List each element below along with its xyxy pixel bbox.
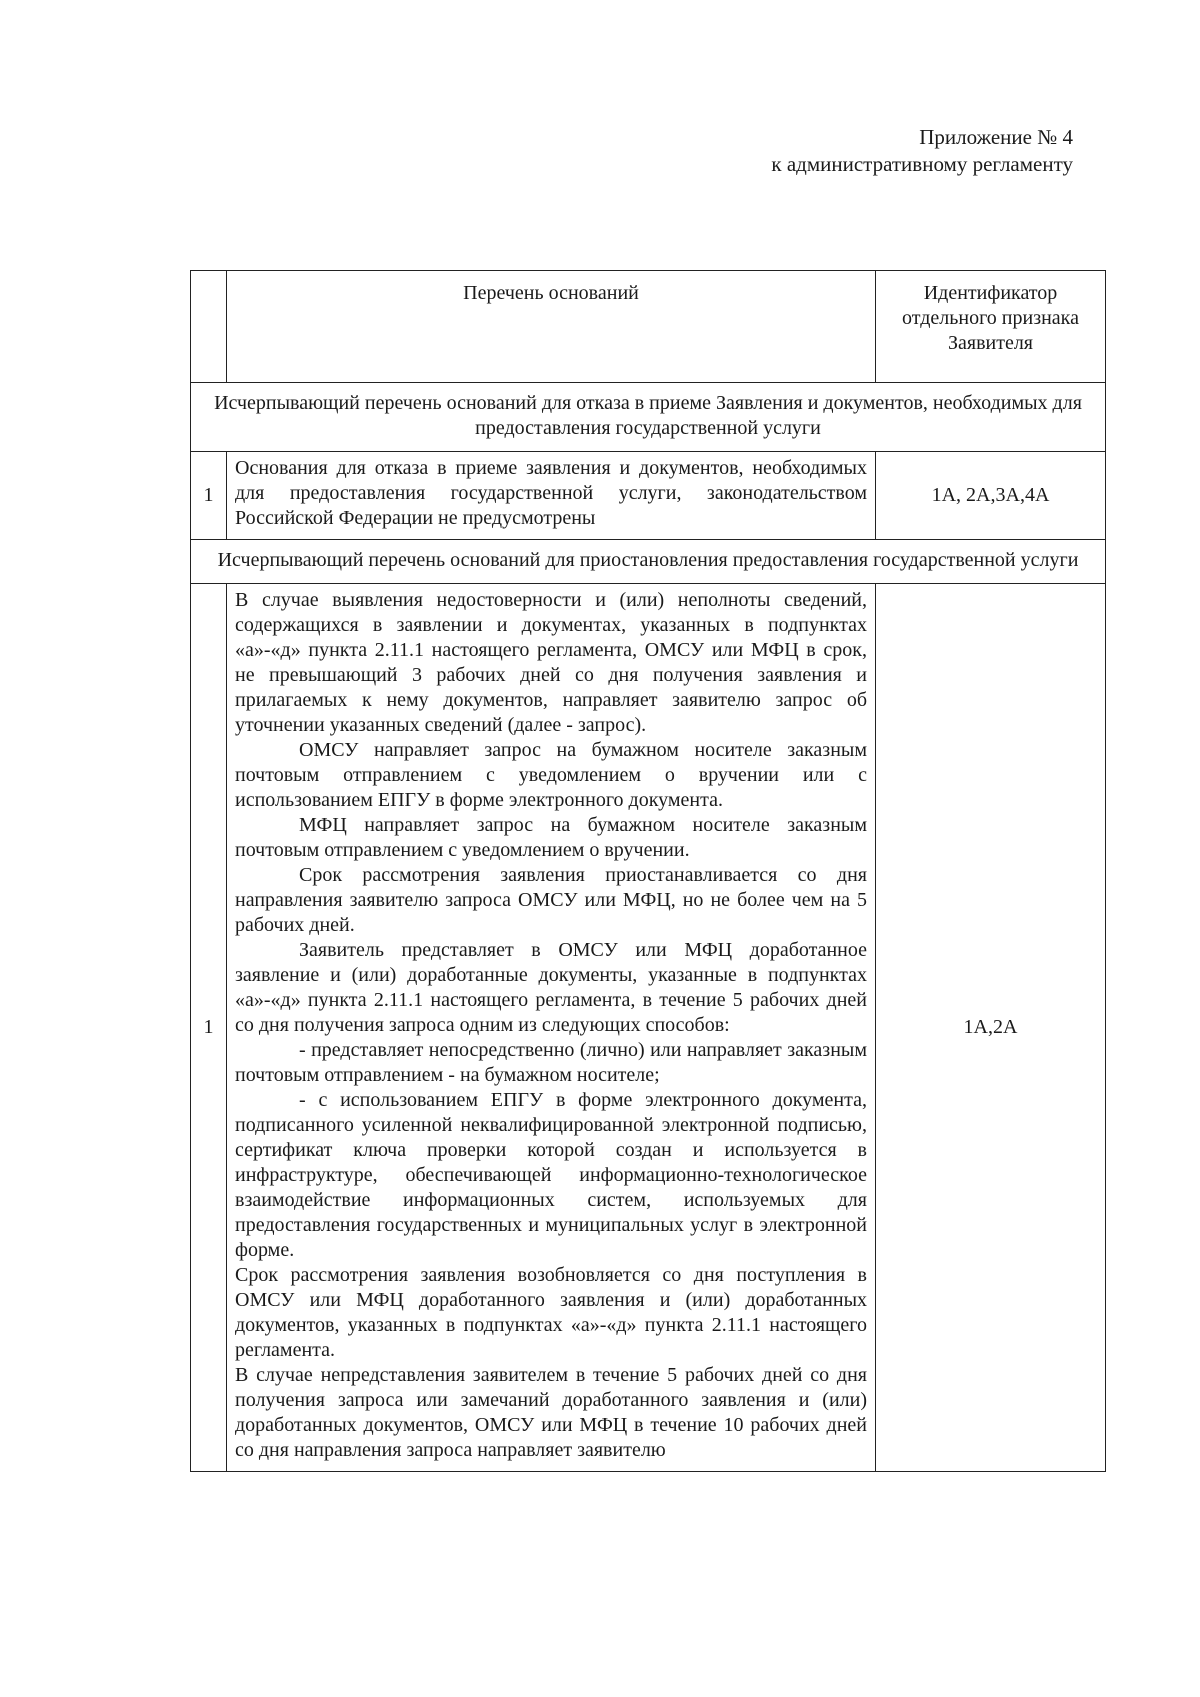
paragraph: В случае выявления недостоверности и (или) неполноты сведений, содержащихся в заявлении и документах, указанных в подпунктах «а»-«д» пункта 2.11.1 настоящего регламента, ОМСУ или МФЦ в срок, не превышающий 3 рабочих дней со дня получения заявления и прилагаемых к нему документов, направляет заявителю запрос об уточнении указанных сведений (далее - запрос).	[235, 589, 867, 736]
row-number: 1	[191, 584, 227, 1472]
paragraph: ОМСУ направляет запрос на бумажном носителе заказным почтовым отправлением с уведомлением о вручении или с использованием ЕПГУ в форме электронного документа.	[235, 739, 867, 811]
row-number: 1	[191, 452, 227, 540]
section-row-refusal	[191, 383, 1106, 452]
row-identifier: 1А, 2А,3А,4А	[876, 452, 1106, 540]
paragraph: Срок рассмотрения заявления возобновляется со дня поступления в ОМСУ или МФЦ доработанного заявления и (или) доработанных документов, указанных в подпунктах «а»-«д» пункта 2.11.1 настоящего регламента.	[235, 1264, 867, 1361]
paragraph: Заявитель представляет в ОМСУ или МФЦ доработанное заявление и (или) доработанные документы, указанные в подпунктах «а»-«д» пункта 2.11.1 настоящего регламента, в течение 5 рабочих дней со дня получения запроса одним из следующих способов:	[235, 939, 867, 1036]
section-title-suspension: Исчерпывающий перечень оснований для приостановления предоставления государственной услуги	[191, 540, 1106, 584]
paragraph: - с использованием ЕПГУ в форме электронного документа, подписанного усиленной неквалифицированной электронной подписью, сертификат ключа проверки которой создан и используется в инфраструктуре, обеспечивающей информационно-технологическое взаимодействие информационных систем, используемых для предоставления государственных и муниципальных услуг в электронной форме.	[235, 1089, 867, 1261]
row-identifier: 1А,2А	[876, 584, 1106, 1472]
paragraph: МФЦ направляет запрос на бумажном носителе заказным почтовым отправлением с уведомлением о вручении.	[235, 814, 867, 861]
appendix-header	[771, 124, 1073, 178]
table-row	[191, 584, 1106, 1472]
section-row-suspension	[191, 540, 1106, 584]
row-text	[227, 584, 876, 1472]
header-num-cell	[191, 271, 227, 383]
header-bases: Перечень оснований	[227, 271, 876, 383]
paragraph: Срок рассмотрения заявления приостанавливается со дня направления заявителю запроса ОМСУ или МФЦ, но не более чем на 5 рабочих дней.	[235, 864, 867, 936]
appendix-number: Приложение № 4	[919, 125, 1073, 149]
paragraph: В случае непредставления заявителем в течение 5 рабочих дней со дня получения запроса или замечаний доработанного заявления и (или) доработанных документов, ОМСУ или МФЦ в течение 10 рабочих дней со дня направления запроса направляет заявителю	[235, 1364, 867, 1461]
table-row	[191, 452, 1106, 540]
bases-table	[190, 270, 1106, 1472]
row-text: Основания для отказа в приеме заявления и документов, необходимых для предоставления государственной услуги, законодательством Российской Федерации не предусмотрены	[227, 452, 876, 540]
header-identifier: Идентификатор отдельного признака Заявителя	[876, 271, 1106, 383]
table-header-row	[191, 271, 1106, 383]
section-title-refusal: Исчерпывающий перечень оснований для отказа в приеме Заявления и документов, необходимых для предоставления государственной услуги	[191, 383, 1106, 452]
appendix-subtitle: к административному регламенту	[771, 152, 1073, 176]
paragraph: - представляет непосредственно (лично) или направляет заказным почтовым отправлением - на бумажном носителе;	[235, 1039, 867, 1086]
